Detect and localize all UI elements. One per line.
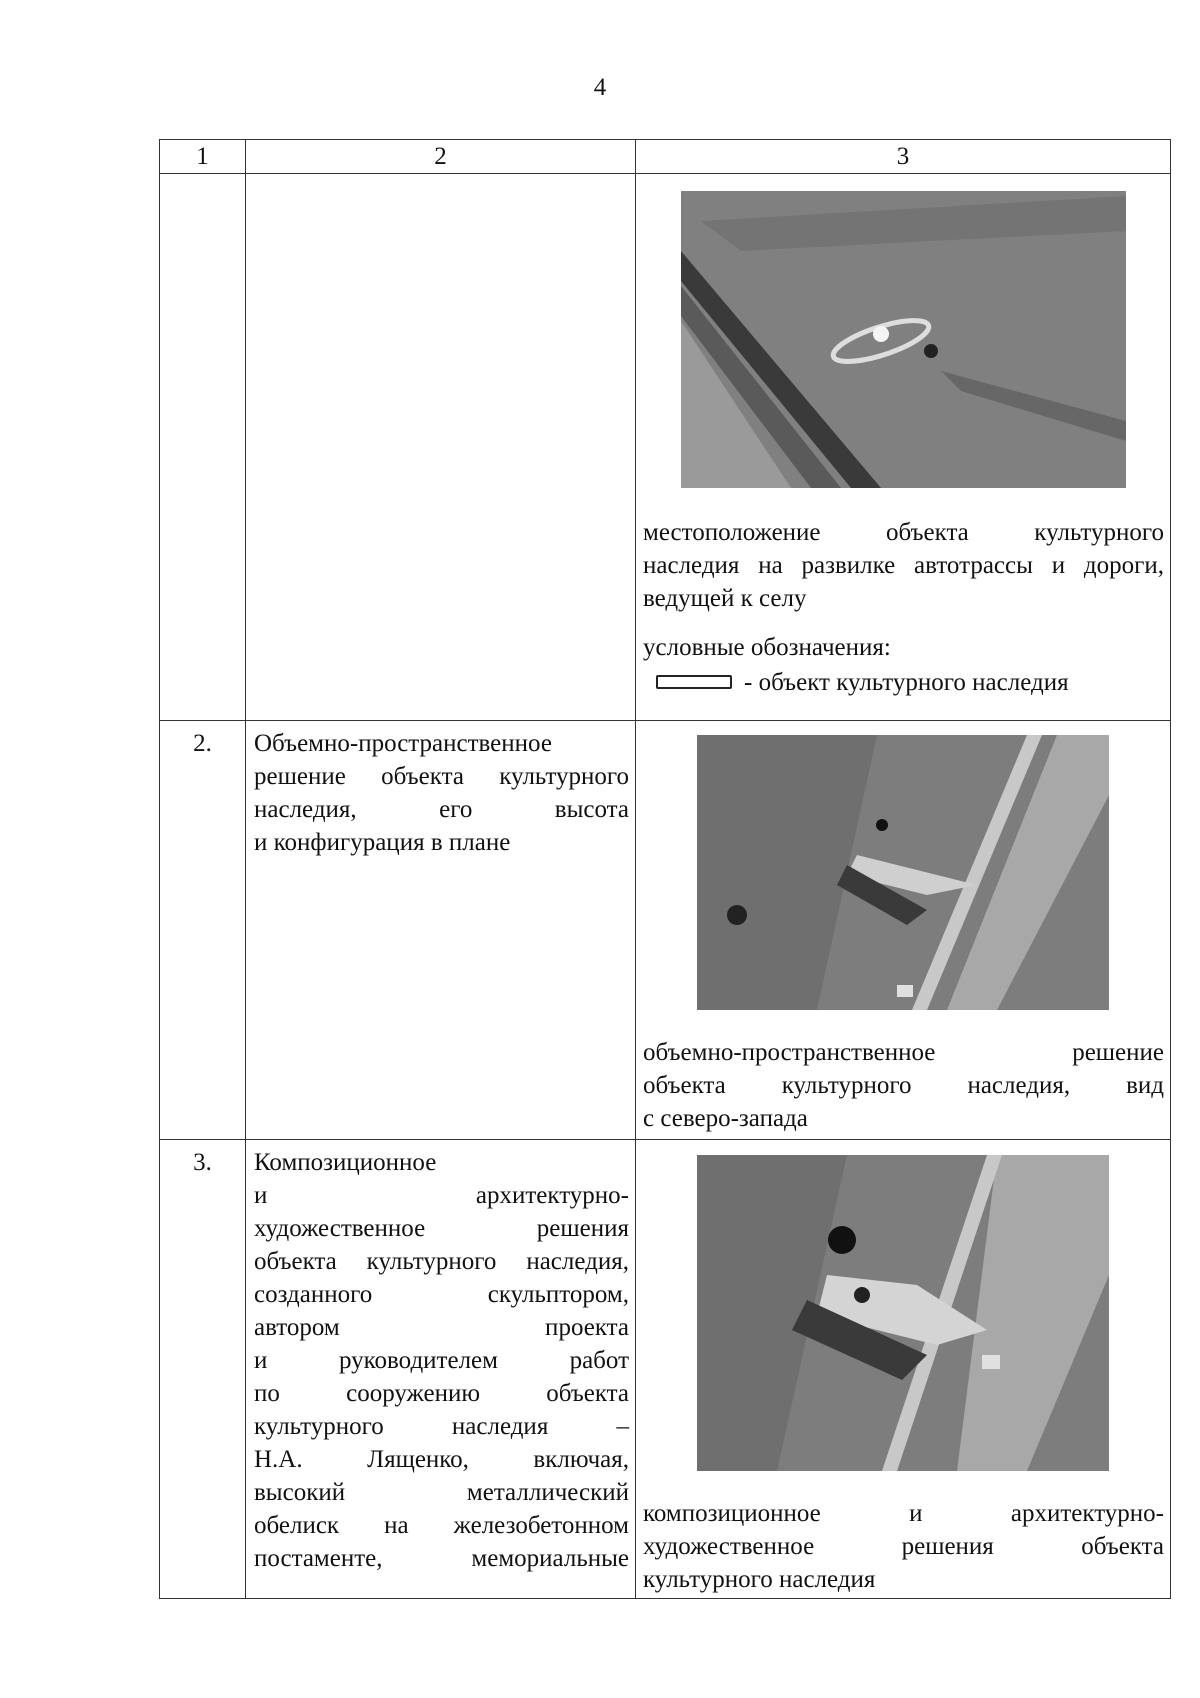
table-header-row bbox=[160, 140, 1171, 174]
desc-line: созданного скульптором, bbox=[254, 1281, 629, 1308]
row1-caption bbox=[636, 516, 1170, 615]
row3-number: 3. bbox=[160, 1140, 246, 1599]
desc-line: постаменте, мемориальные bbox=[254, 1545, 629, 1572]
desc-line: и конфигурация в плане bbox=[254, 829, 511, 856]
desc-line: автором проекта bbox=[254, 1314, 629, 1341]
location-aerial-photo bbox=[681, 191, 1126, 488]
desc-line: объекта культурного наследия, bbox=[254, 1248, 629, 1275]
desc-line: обелиск на железобетонном bbox=[254, 1512, 629, 1539]
header-col-3: 3 bbox=[636, 140, 1171, 174]
aerial-photo-graphic bbox=[681, 191, 1126, 488]
caption-line: культурного наследия bbox=[643, 1566, 876, 1593]
aerial-photo-graphic bbox=[697, 735, 1109, 1010]
desc-line: художественное решения bbox=[254, 1215, 629, 1242]
caption-line: объемно-пространственное решение bbox=[643, 1039, 1164, 1066]
desc-line: Н.А. Лященко, включая, bbox=[254, 1446, 629, 1473]
desc-line: и архитектурно- bbox=[254, 1182, 629, 1209]
table-row bbox=[160, 1140, 1171, 1599]
desc-line: и руководителем работ bbox=[254, 1347, 629, 1374]
legend-item-label: - объект культурного наследия bbox=[744, 668, 1069, 696]
composition-photo bbox=[697, 1155, 1109, 1471]
caption-line: композиционное и архитектурно- bbox=[643, 1500, 1164, 1527]
caption-line: с северо-запада bbox=[643, 1105, 808, 1132]
row1-image-cell bbox=[636, 174, 1171, 721]
row2-description bbox=[246, 721, 636, 1140]
aerial-photo-graphic bbox=[697, 1155, 1109, 1471]
table-row bbox=[160, 721, 1171, 1140]
desc-line: Композиционное bbox=[254, 1149, 437, 1176]
caption-line: ведущей к селу bbox=[643, 585, 807, 612]
row2-image-cell bbox=[636, 721, 1171, 1140]
legend-title: условные обозначения: bbox=[643, 634, 891, 661]
desc-line: решение объекта культурного bbox=[254, 763, 629, 790]
caption-line: наследия на развилке автотрассы и дороги, bbox=[643, 552, 1164, 579]
page-number: 4 bbox=[593, 74, 607, 101]
row2-caption bbox=[636, 1036, 1170, 1135]
row3-description bbox=[246, 1140, 636, 1599]
row2-number: 2. bbox=[160, 721, 246, 1140]
desc-line: по сооружению объекта bbox=[254, 1380, 629, 1407]
header-col-2: 2 bbox=[246, 140, 636, 174]
northwest-view-photo bbox=[697, 735, 1109, 1010]
desc-line: культурного наследия – bbox=[254, 1413, 629, 1440]
table-row bbox=[160, 174, 1171, 721]
desc-line: Объемно-пространственное bbox=[254, 730, 552, 757]
row1-desc-cell bbox=[246, 174, 636, 721]
heritage-object-outline-icon bbox=[656, 675, 732, 689]
desc-line: высокий металлический bbox=[254, 1479, 629, 1506]
caption-line: местоположение объекта культурного bbox=[643, 519, 1164, 546]
row3-image-cell bbox=[636, 1140, 1171, 1599]
header-col-1: 1 bbox=[160, 140, 246, 174]
row1-number-cell bbox=[160, 174, 246, 721]
legend-item bbox=[636, 664, 1170, 700]
caption-line: объекта культурного наследия, вид bbox=[643, 1072, 1164, 1099]
row3-caption bbox=[636, 1497, 1170, 1596]
desc-line: наследия, его высота bbox=[254, 796, 629, 823]
heritage-table bbox=[159, 139, 1171, 1599]
caption-line: художественное решения объекта bbox=[643, 1533, 1164, 1560]
